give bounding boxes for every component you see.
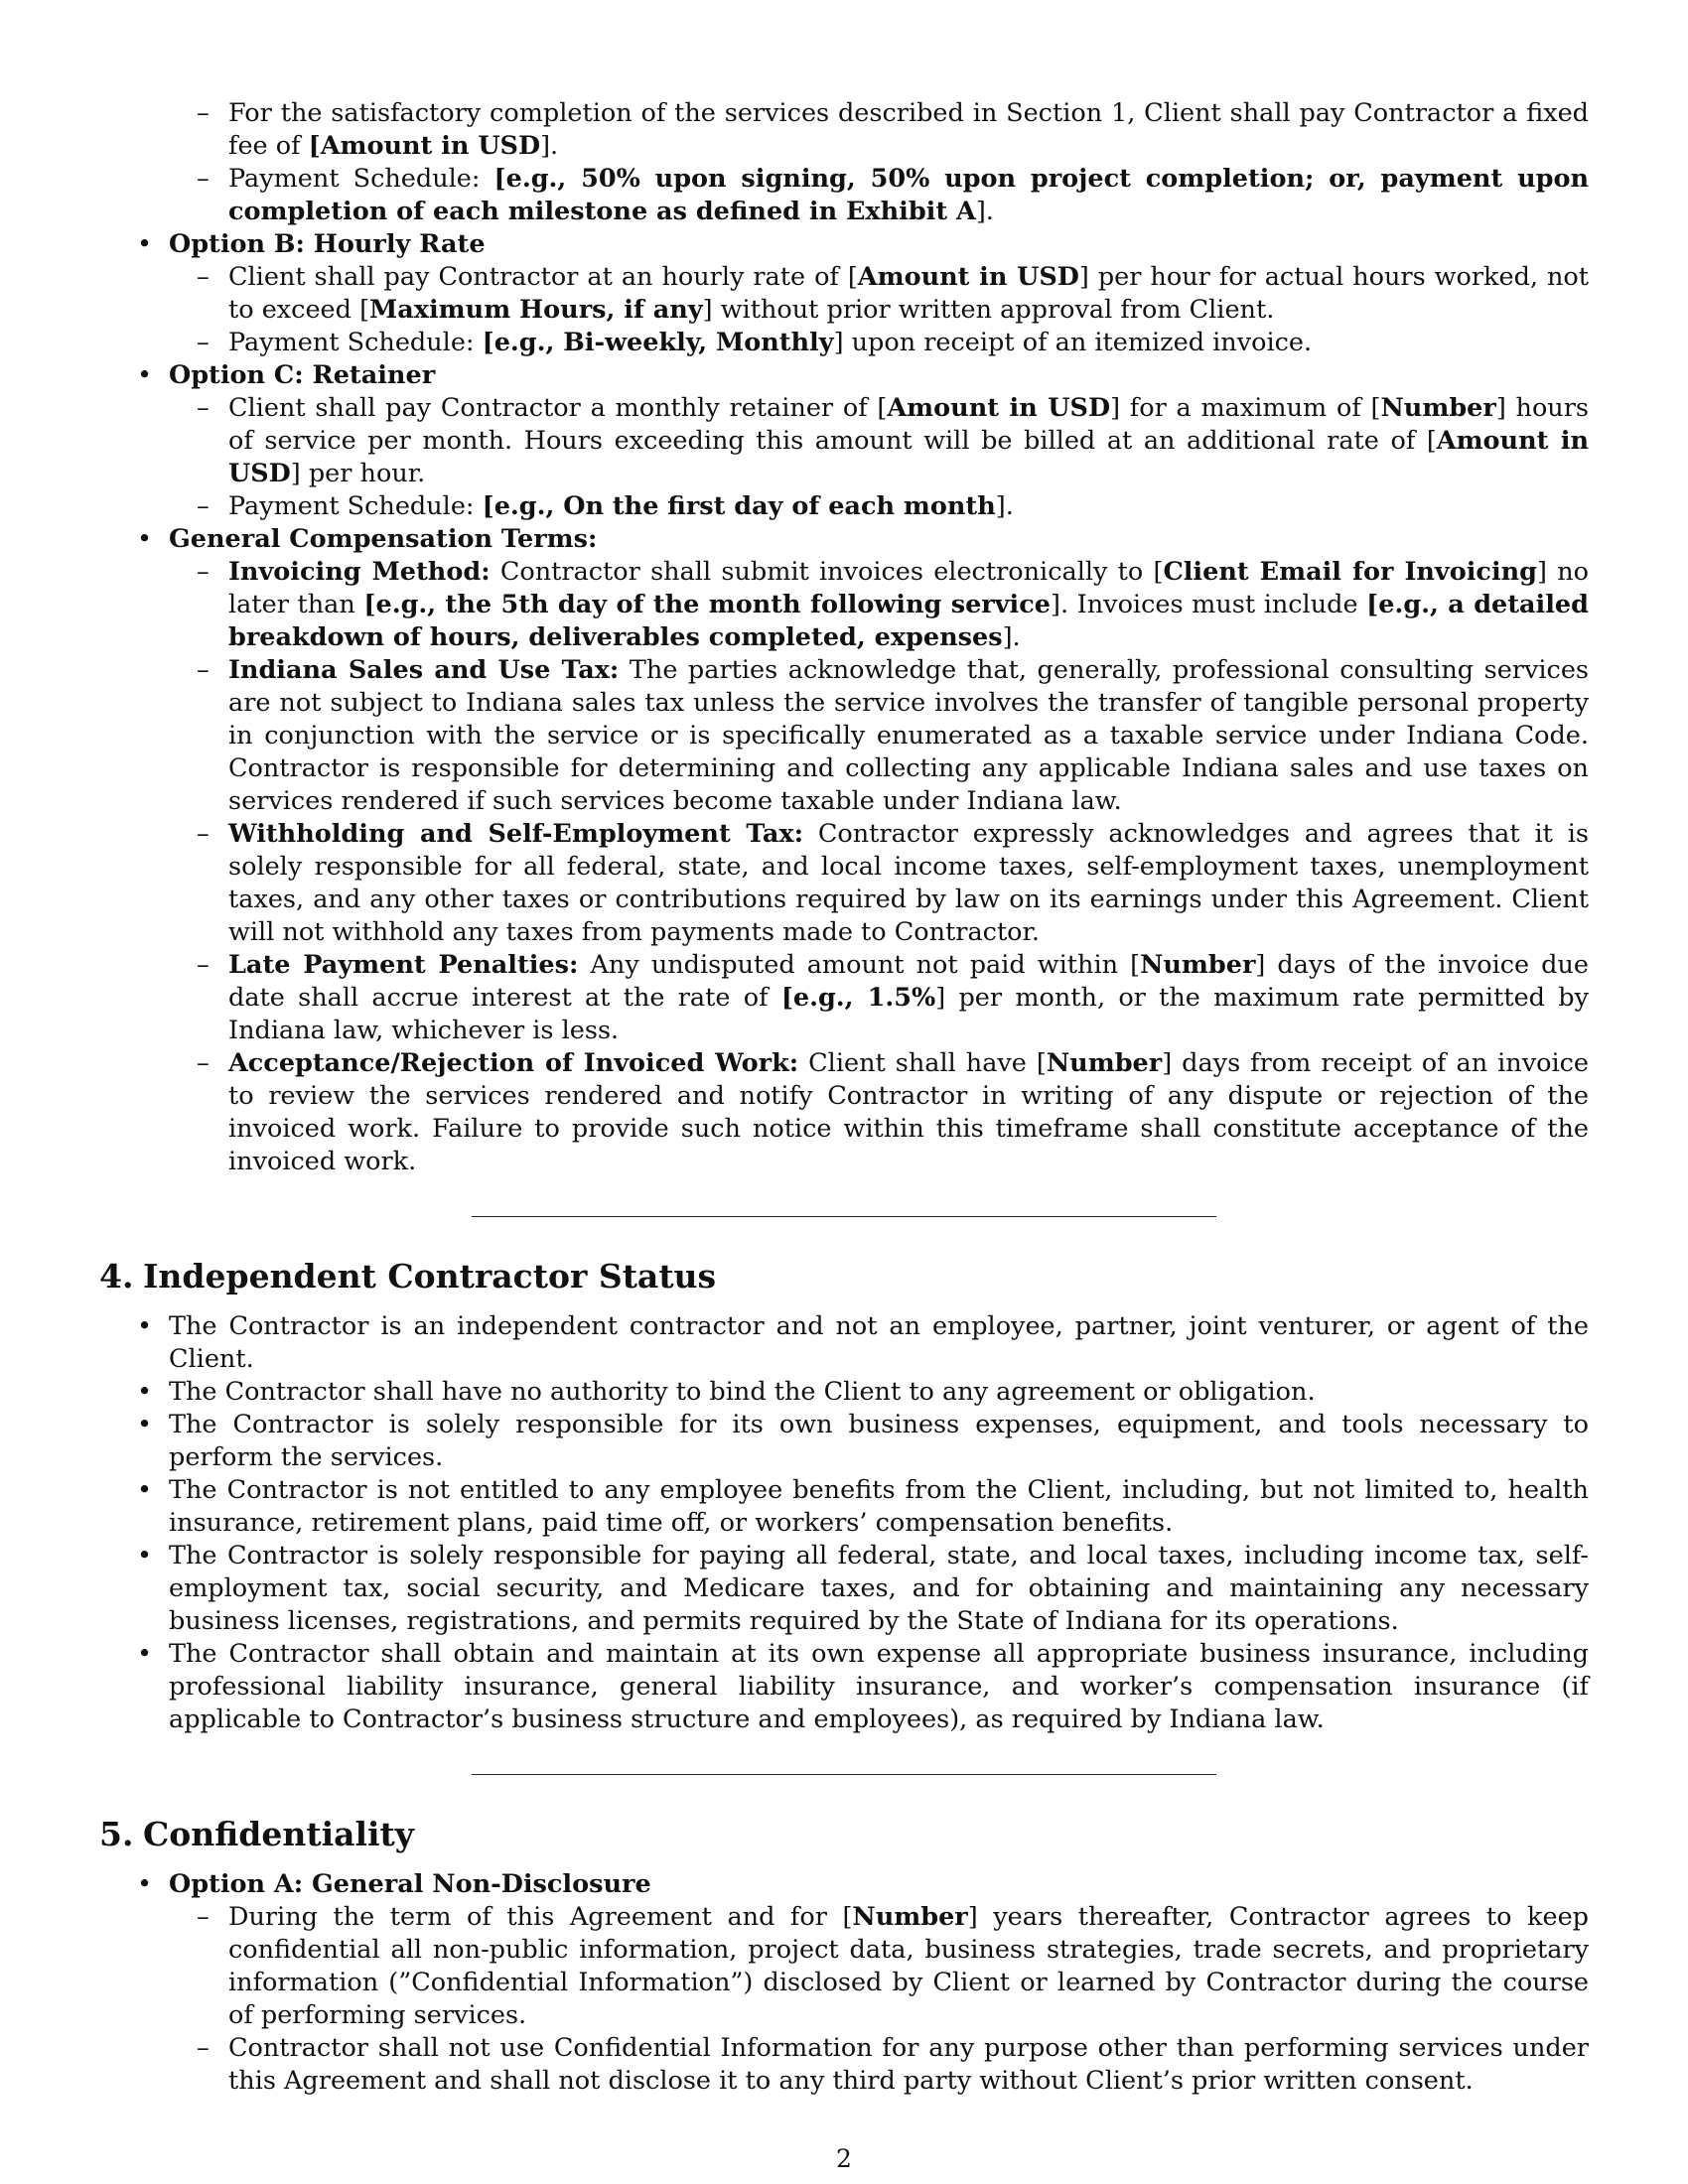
section-4-list — [99, 1310, 1589, 1736]
option-a-item: – During the term of this Agreement and for [Number] years thereafter, Contractor agrees to keep confidential all non-public information, project data, business strategies, trade secrets, and proprietary information (”Confidential Information”) disclosed by Client or learned by Contractor during the course of performing services. — [99, 1901, 1589, 2032]
page-number: 2 — [836, 2144, 852, 2173]
option-b — [99, 228, 1589, 359]
document-page — [99, 97, 1589, 2098]
list-item: • The Contractor shall have no authority to bind the Client to any agreement or obligation. — [99, 1376, 1589, 1409]
fixed-fee-item: – For the satisfactory completion of the services described in Section 1, Client shall pay Contractor a fixed fee of [Amount in USD]. — [99, 97, 1589, 163]
list-item: • The Contractor is solely responsible for its own business expenses, equipment, and tools necessary to perform the services. — [99, 1409, 1589, 1474]
list-item: • The Contractor shall obtain and maintain at its own expense all appropriate business insurance, including professional liability insurance, general liability insurance, and worker’s compensation insurance (if applicable to Contractor’s business structure and employees), as required by Indiana law. — [99, 1638, 1589, 1736]
indiana-sales-tax: – Indiana Sales and Use Tax: The parties acknowledge that, generally, professional consulting services are not subject to Indiana sales tax unless the service involves the transfer of tangible personal property in conjunction with the service or is specifically enumerated as a taxable service under Indiana Code. Contractor is responsible for determining and collecting any applicable Indiana sales and use taxes on services rendered if such services become taxable under Indiana law. — [99, 654, 1589, 818]
option-a-heading: Option A: General Non-Disclosure — [169, 1869, 651, 1899]
withholding-tax: – Withholding and Self-Employment Tax: Contractor expressly acknowledges and agrees that it is solely responsible for all federal, state, and local income taxes, self-employment taxes, unemployment taxes, and any other taxes or contributions required by law on its earnings under this Agreement. Client will not withhold any taxes from payments made to Contractor. — [99, 818, 1589, 949]
option-c-item: – Client shall pay Contractor a monthly retainer of [Amount in USD] for a maximum of [Number] hours of service per month. Hours exceeding this amount will be billed at an additional rate of [Amount in USD] per hour. — [99, 392, 1589, 490]
section-4-title: 4. Independent Contractor Status — [99, 1257, 717, 1296]
confidentiality-option-a — [99, 1868, 1589, 2098]
fixed-fee-sublist — [99, 97, 1589, 228]
option-c — [99, 359, 1589, 523]
general-compensation-terms — [99, 523, 1589, 1178]
list-item: • The Contractor is an independent contractor and not an employee, partner, joint venturer, or agent of the Client. — [99, 1310, 1589, 1376]
option-c-heading: Option C: Retainer — [169, 360, 436, 390]
section-divider — [472, 1216, 1216, 1217]
option-b-heading: Option B: Hourly Rate — [169, 229, 486, 259]
list-item: • The Contractor is not entitled to any employee benefits from the Client, including, but not limited to, health insurance, retirement plans, paid time off, or workers’ compensation benefits. — [99, 1474, 1589, 1540]
section-5-title: 5. Confidentiality — [99, 1815, 414, 1853]
acceptance-rejection: – Acceptance/Rejection of Invoiced Work: Client shall have [Number] days from receipt of an invoice to review the services rendered and notify Contractor in writing of any dispute or rejection of the invoiced work. Failure to provide such notice within this timeframe shall constitute acceptance of the invoiced work. — [99, 1047, 1589, 1178]
list-item: • The Contractor is solely responsible for paying all federal, state, and local taxes, including income tax, self-employment tax, social security, and Medicare taxes, and for obtaining and maintaining any necessary business licenses, registrations, and permits required by the State of Indiana for its operations. — [99, 1540, 1589, 1638]
late-payment-penalties: – Late Payment Penalties: Any undisputed amount not paid within [Number] days of the invoice due date shall accrue interest at the rate of [e.g., 1.5%] per month, or the maximum rate permitted by Indiana law, whichever is less. — [99, 949, 1589, 1047]
fixed-fee-payment-schedule: – Payment Schedule: [e.g., 50% upon signing, 50% upon project completion; or, payment upon completion of each milestone as defined in Exhibit A]. — [99, 163, 1589, 228]
option-b-item: – Client shall pay Contractor at an hourly rate of [Amount in USD] per hour for actual hours worked, not to exceed [Maximum Hours, if any] without prior written approval from Client. — [99, 261, 1589, 327]
general-terms-heading: General Compensation Terms: — [169, 524, 598, 554]
section-5-list — [99, 1868, 1589, 2098]
option-c-payment-schedule: – Payment Schedule: [e.g., On the first day of each month]. — [99, 490, 1589, 523]
section-divider — [472, 1774, 1216, 1775]
option-b-payment-schedule: – Payment Schedule: [e.g., Bi-weekly, Monthly] upon receipt of an itemized invoice. — [99, 327, 1589, 359]
invoicing-method: – Invoicing Method: Contractor shall submit invoices electronically to [Client Email for Invoicing] no later than [e.g., the 5th day of the month following service]. Invoices must include [e.g., a detailed breakdown of hours, deliverables completed, expenses]. — [99, 556, 1589, 654]
option-a-item: – Contractor shall not use Confidential Information for any purpose other than performing services under this Agreement and shall not disclose it to any third party without Client’s prior written consent. — [99, 2032, 1589, 2098]
compensation-options-list — [99, 228, 1589, 1178]
